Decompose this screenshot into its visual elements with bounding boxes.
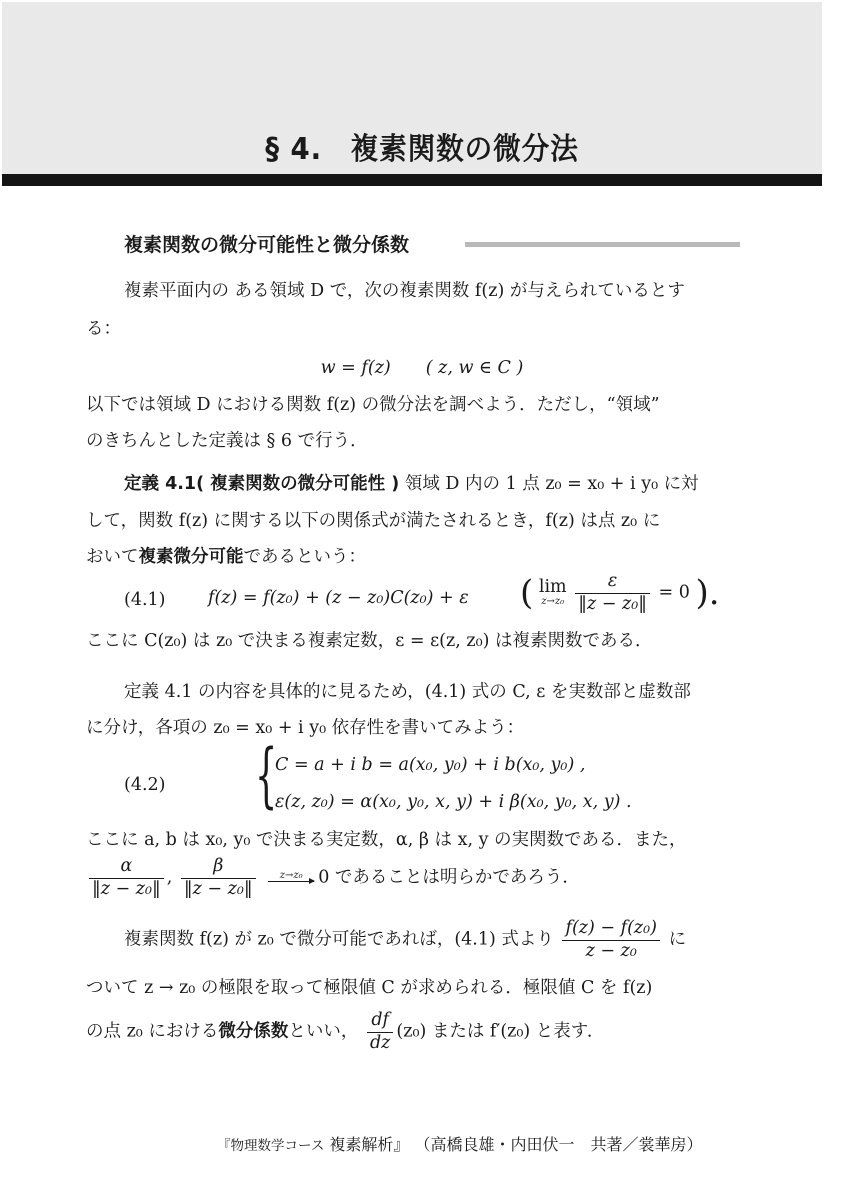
paragraph-2-line-1: 以下では領域 D における関数 f(z) の微分法を調べよう．ただし，“領域” [86,395,660,415]
paragraph-5-tail: 0 であることは明らかであろう． [318,867,580,888]
derivative-fraction [367,1012,393,1052]
paragraph-3: ここに C(z₀) は z₀ で決まる複素定数，ε = ε(z, z₀) は複素関数である． [86,631,653,651]
footer-book-title: 複素解析』 [329,1135,410,1154]
difference-numerator: f(z) − f(z₀) [562,920,660,941]
paragraph-4-line-1: 定義 4.1 の内容を具体的に見るため，(4.1) 式の C, ε を実数部と虚数部 [124,682,691,702]
equals-zero: = 0 [658,582,690,603]
derivative-denominator: dz [369,1032,391,1053]
paragraph-6-line-3-post: (z₀) または f′(z₀) と表す． [396,1021,605,1042]
definition-line-3-post: であるという： [243,547,366,567]
book-credit-footer [217,1132,703,1155]
limit-operator [539,579,567,607]
definition-4-1-line-2: して，関数 f(z) に関する以下の関係式が満たされるとき，f(z) は点 z₀ に [86,511,661,531]
difference-denominator: z − z₀ [585,940,637,961]
derivative-numerator: df [367,1012,393,1033]
right-arrow-icon [268,881,314,886]
term-derivative: 微分係数 [218,1021,289,1042]
chapter-title: § 4. 複素関数の微分法 [265,132,579,167]
equation-4-2-brace: { [255,734,278,816]
alpha-numerator: α [89,858,164,879]
paragraph-6-line-3-mid: といい， [288,1021,359,1042]
arrow-label: z→z₀ [279,869,303,881]
epsilon-over-norm-fraction [575,573,650,613]
paragraph-6-line-1 [124,920,686,960]
paragraph-6-line-2: ついて z → z₀ の極限を取って極限値 C が求められる．極限値 C を f(z) [86,978,653,998]
fraction-numerator: ε [575,573,650,594]
fraction-denominator: ‖z − z₀‖ [578,593,647,614]
paragraph-6-pre: 複素関数 f(z) が z₀ で微分可能であれば，(4.1) 式より [124,929,554,950]
footer-authors: （高橋良雄・内田伏一 共著／裳華房） [414,1135,703,1154]
lim-subscript: z→z₀ [541,595,565,607]
definition-4-1-line-1 [124,476,699,494]
beta-numerator: β [181,858,256,879]
difference-quotient-fraction [562,920,660,960]
paragraph-6-line-3 [86,1012,604,1052]
limit-arrow [268,871,314,886]
paragraph-6-line-3-pre: の点 z₀ における [86,1021,219,1042]
definition-title: ( 複素関数の微分可能性 ) [196,474,400,494]
paragraph-5-line-2: $\frac{\alpha}{\text{‖z − z₀‖}}$ , $\frac{\beta}{\text{‖z − z₀‖}}$ z→z₀ 0 であることは明らかであろう． [86,858,580,898]
equation-4-1-limit-condition [520,573,720,613]
alpha-fraction [89,858,164,898]
paragraph-6-post: に [668,929,687,950]
equation-4-1-body: f(z) = f(z₀) + (z − z₀)C(z₀) + ε [208,588,469,608]
paragraph-5-line-1: ここに a, b は x₀, y₀ で決まる実定数，α, β は x, y の実関数である．また， [86,830,687,850]
equation-4-1-number: (4.1) [124,590,166,610]
right-paren: ). [695,573,720,613]
chapter-header-bar [2,174,822,186]
lim-text: lim [538,577,567,598]
equation-4-2-number: (4.2) [124,775,166,795]
paragraph-1-line-2: る： [86,319,121,339]
beta-fraction [181,858,256,898]
definition-4-1-line-3 [86,549,366,567]
beta-denominator: ‖z − z₀‖ [183,878,253,899]
equation-4-2-line-1: C = a + i b = a(x₀, y₀) + i b(x₀, y₀) , [275,755,586,775]
paragraph-1-line-1: 複素平面内の ある領域 D で，次の複素関数 f(z) が与えられているとす [124,281,685,301]
definition-line-1-text: 領域 D 内の 1 点 z₀ = x₀ + i y₀ に対 [404,474,699,494]
section-heading: 複素関数の微分可能性と微分係数 [124,234,410,256]
equation-w: w = f(z) ( z, w ∈ C ) [320,358,524,378]
left-paren: ( [520,573,534,613]
paragraph-2-line-2: のきちんとした定義は § 6 で行う． [86,431,368,451]
definition-label: 定義 4.1 [124,474,197,494]
paragraph-4-line-2: に分け，各項の z₀ = x₀ + i y₀ 依存性を書いてみよう： [86,718,525,738]
footer-series: 『物理数学コース [217,1138,325,1154]
term-complex-differentiable: 複素微分可能 [138,547,244,567]
definition-line-3-pre: おいて [86,547,139,567]
section-heading-rule [465,242,740,247]
equation-4-2-line-2: ε(z, z₀) = α(x₀, y₀, x, y) + i β(x₀, y₀, x, y) . [275,792,632,812]
alpha-denominator: ‖z − z₀‖ [92,878,161,899]
